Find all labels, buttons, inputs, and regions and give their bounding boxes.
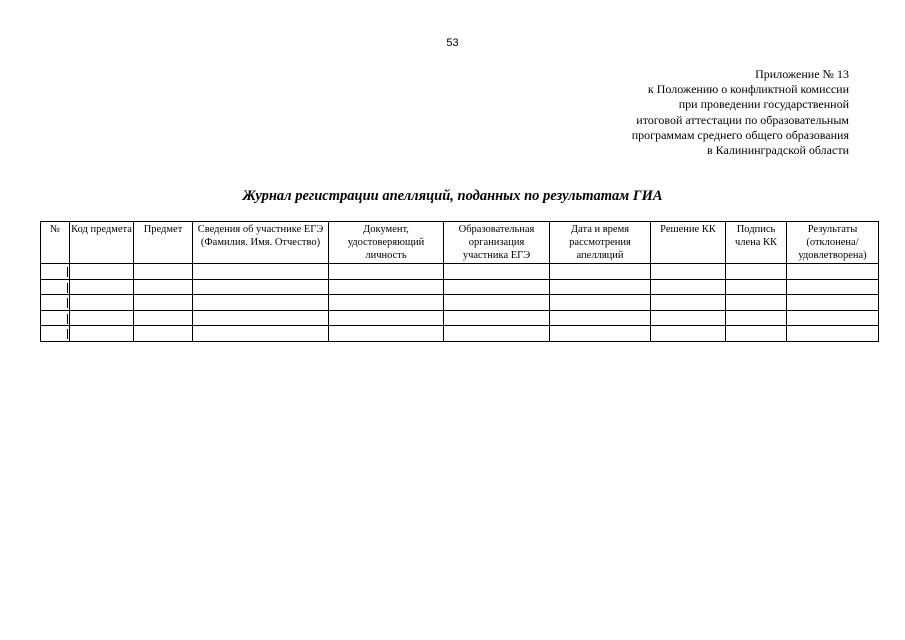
table-cell-signature	[726, 264, 787, 280]
column-header-id-document: Документ, удостоверяющий личность	[329, 222, 444, 264]
table-cell-subject_code	[70, 326, 134, 342]
column-header-subject-code: Код предмета	[70, 222, 134, 264]
table-cell-subject_code	[70, 295, 134, 311]
table-cell-organization	[444, 264, 550, 280]
table-cell-id_document	[329, 279, 444, 295]
table-row	[41, 279, 879, 295]
table-cell-decision	[651, 264, 726, 280]
table-row	[41, 295, 879, 311]
table-cell-organization	[444, 326, 550, 342]
table-cell-results	[787, 264, 879, 280]
table-cell-results	[787, 326, 879, 342]
column-header-signature: Подпись члена КК	[726, 222, 787, 264]
table-cell-participant	[193, 295, 329, 311]
table-cell-subject_code	[70, 279, 134, 295]
appendix-line: в Калининградской области	[706, 143, 849, 158]
appendix-line: итоговой аттестации по образовательным	[636, 112, 849, 127]
column-header-results: Результаты (отклонена/ удовлетворена)	[787, 222, 879, 264]
table-cell-date_time	[550, 326, 651, 342]
table-cell-decision	[651, 310, 726, 326]
table-cell-subject	[134, 264, 193, 280]
table-cell-subject	[134, 295, 193, 311]
table-cell-signature	[726, 279, 787, 295]
table-cell-signature	[726, 310, 787, 326]
column-header-subject: Предмет	[134, 222, 193, 264]
table-body	[41, 264, 879, 342]
appendix-line: к Положению о конфликтной комиссии	[647, 82, 849, 97]
appendix-line: Приложение № 13	[755, 67, 849, 81]
table-cell-id_document	[329, 264, 444, 280]
table-cell-participant	[193, 326, 329, 342]
document-title: Журнал регистрации апелляций, поданных по результатам ГИА	[242, 188, 663, 204]
table-cell-results	[787, 295, 879, 311]
table-cell-results	[787, 310, 879, 326]
row-mark	[67, 329, 68, 339]
table-cell-organization	[444, 310, 550, 326]
table-header-row	[41, 222, 879, 264]
page-number: 53	[446, 37, 459, 49]
table-cell-organization	[444, 295, 550, 311]
row-mark	[67, 314, 68, 324]
table-cell-signature	[726, 326, 787, 342]
table-cell-id_document	[329, 295, 444, 311]
column-header-date-time: Дата и время рассмотрения апелляций	[550, 222, 651, 264]
table-row	[41, 264, 879, 280]
table-cell-subject_code	[70, 310, 134, 326]
column-header-organization: Образовательная организация участника ЕГЭ	[444, 222, 550, 264]
table-cell-participant	[193, 310, 329, 326]
appeals-journal-table	[40, 221, 879, 342]
appendix-line: при проведении государственной	[678, 97, 849, 112]
table-cell-decision	[651, 326, 726, 342]
table-cell-organization	[444, 279, 550, 295]
appendix-caption	[632, 67, 849, 158]
table-cell-decision	[651, 279, 726, 295]
table-row	[41, 326, 879, 342]
table-cell-subject_code	[70, 264, 134, 280]
table-cell-no	[41, 310, 70, 326]
table-cell-no	[41, 264, 70, 280]
row-mark	[67, 283, 68, 293]
appendix-line: программам среднего общего образования	[631, 127, 849, 142]
table-cell-date_time	[550, 279, 651, 295]
table-cell-no	[41, 279, 70, 295]
table-cell-no	[41, 326, 70, 342]
table-cell-results	[787, 279, 879, 295]
table-cell-date_time	[550, 264, 651, 280]
table-cell-id_document	[329, 310, 444, 326]
column-header-participant: Сведения об участнике ЕГЭ (Фамилия. Имя. Отчество)	[193, 222, 329, 264]
table-row	[41, 310, 879, 326]
table-cell-subject	[134, 279, 193, 295]
column-header-number: №	[41, 222, 70, 264]
table-cell-date_time	[550, 295, 651, 311]
row-mark	[67, 298, 68, 308]
table-cell-no	[41, 295, 70, 311]
table-cell-participant	[193, 279, 329, 295]
table-cell-date_time	[550, 310, 651, 326]
table-cell-participant	[193, 264, 329, 280]
table-cell-subject	[134, 326, 193, 342]
table-cell-decision	[651, 295, 726, 311]
row-mark	[67, 267, 68, 277]
table-cell-signature	[726, 295, 787, 311]
table-cell-subject	[134, 310, 193, 326]
column-header-decision: Решение КК	[651, 222, 726, 264]
table-cell-id_document	[329, 326, 444, 342]
